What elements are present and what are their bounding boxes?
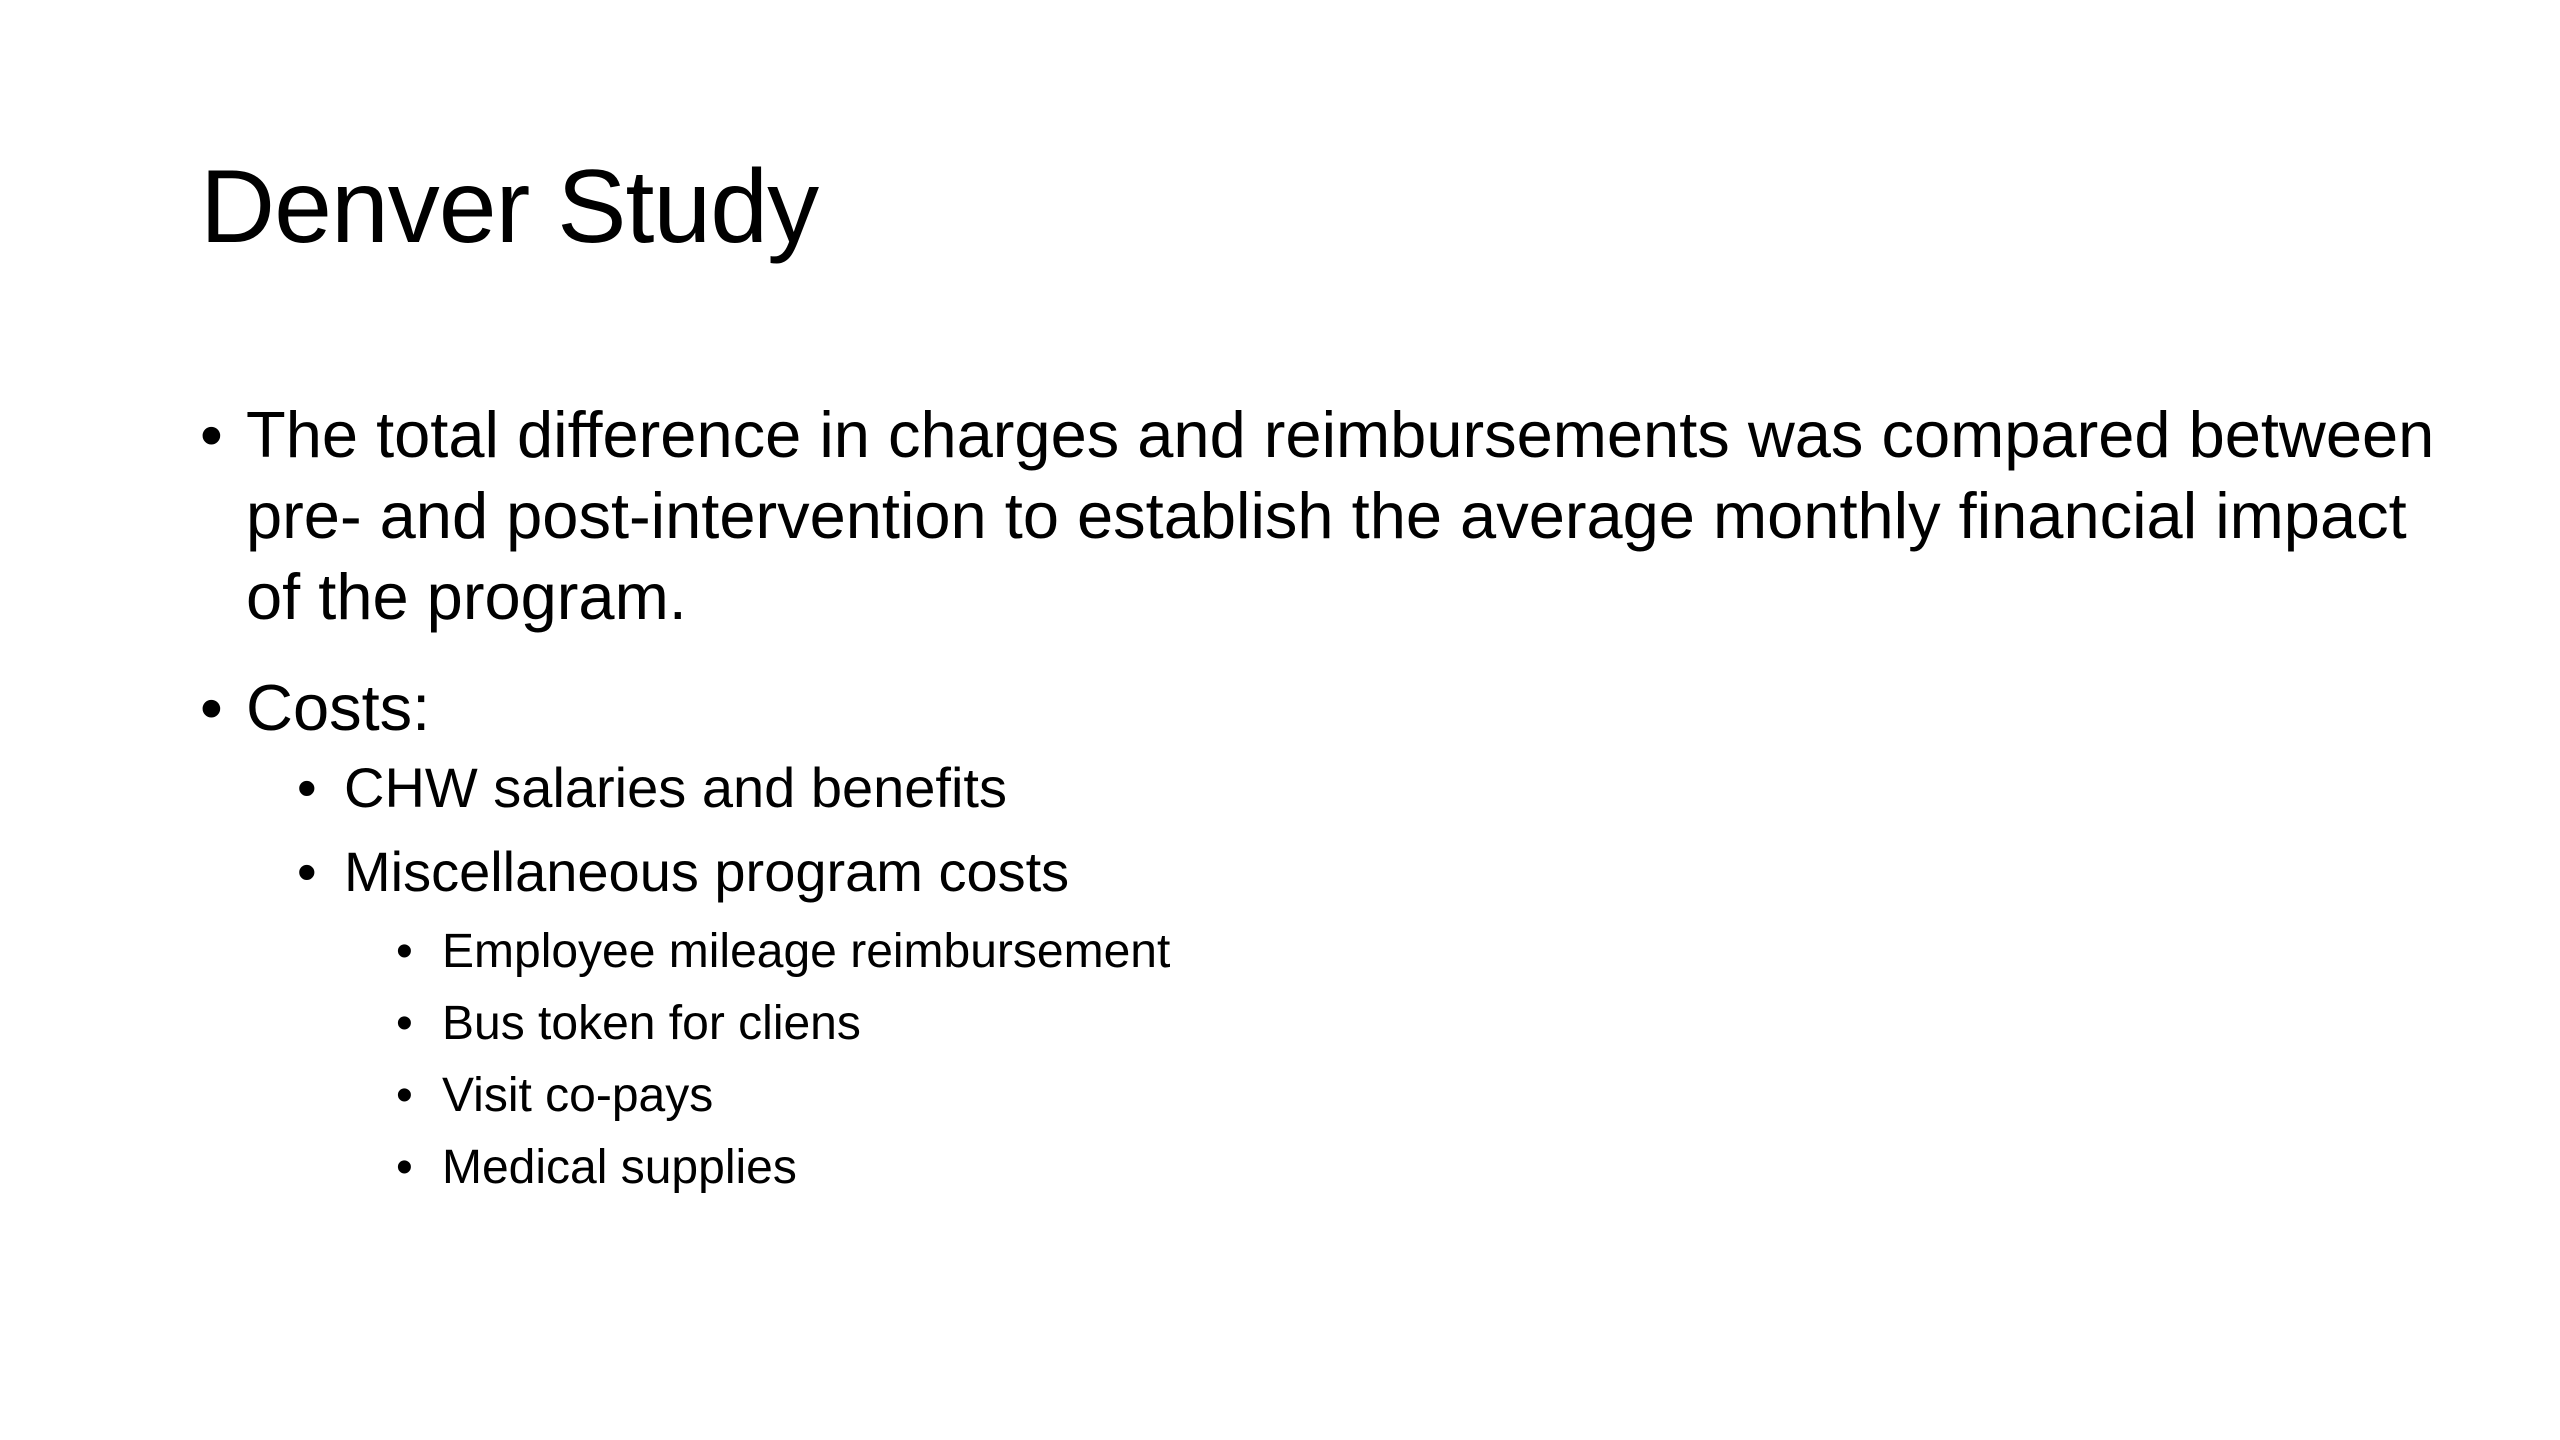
bullet-text: Visit co-pays	[442, 1069, 714, 1122]
slide-title: Denver Study	[200, 149, 819, 265]
bullet-icon: •	[297, 756, 317, 819]
bullet-item-summary	[196, 394, 2446, 637]
sub-sub-bullet-copays	[196, 1060, 2446, 1132]
bullet-text: Employee mileage reimbursement	[442, 925, 1171, 978]
bullet-icon: •	[396, 1141, 413, 1194]
slide-content	[196, 394, 2446, 1204]
bullet-text: CHW salaries and benefits	[344, 756, 1007, 819]
sub-sub-bullet-mileage	[196, 916, 2446, 988]
bullet-icon: •	[200, 671, 223, 744]
bullet-icon: •	[396, 1069, 413, 1122]
sub-bullet-misc-costs	[196, 832, 2446, 912]
sub-sub-bullet-medical-supplies	[196, 1132, 2446, 1204]
bullet-icon: •	[396, 997, 413, 1050]
bullet-text: Costs:	[246, 671, 431, 744]
sub-sub-bullet-bus-token	[196, 988, 2446, 1060]
bullet-text: Medical supplies	[442, 1141, 797, 1194]
bullet-text: The total difference in charges and reimbursements was compared between pre- and post-intervention to establish the average monthly financial impact of the program.	[246, 398, 2435, 633]
bullet-item-costs	[196, 667, 2446, 748]
bullet-text: Bus token for cliens	[442, 997, 861, 1050]
bullet-icon: •	[297, 840, 317, 903]
sub-bullet-chw-salaries	[196, 748, 2446, 828]
bullet-text: Miscellaneous program costs	[344, 840, 1070, 903]
bullet-icon: •	[200, 398, 223, 471]
bullet-icon: •	[396, 925, 413, 978]
